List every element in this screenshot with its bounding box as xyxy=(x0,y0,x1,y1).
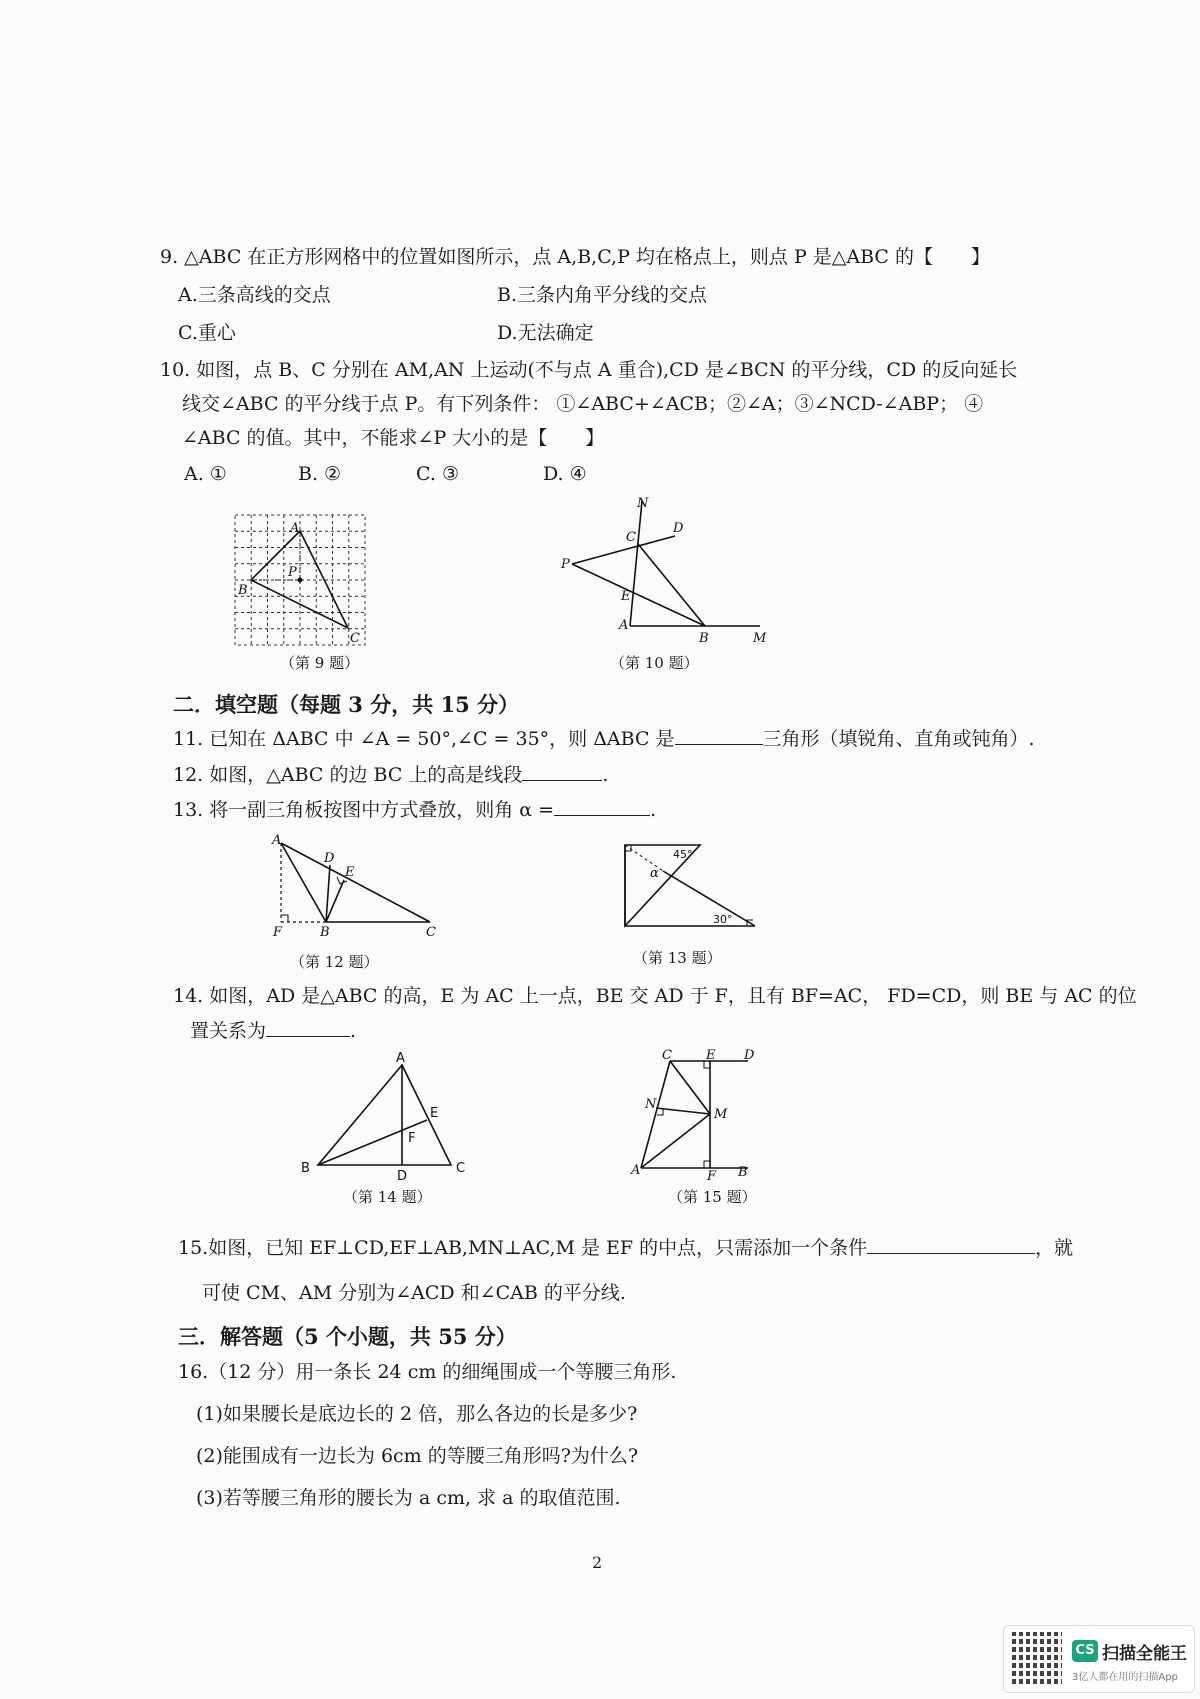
q11-text: 11. 已知在 ΔABC 中 ∠A = 50°,∠C = 35°，则 ΔABC 是 xyxy=(173,728,675,750)
q15-line2: 可使 CM、AM 分别为∠ACD 和∠CAB 的平分线. xyxy=(202,1282,626,1304)
q10-line1: 10. 如图，点 B、C 分别在 AM,AN 上运动(不与点 A 重合),CD 是∠BCN 的平分线，CD 的反向延长 xyxy=(160,359,1018,381)
qr-code-icon xyxy=(1012,1632,1062,1684)
q9-option-d: D.无法确定 xyxy=(497,322,594,344)
fig9-label-b: B xyxy=(238,583,248,598)
watermark-name: 扫描全能王 xyxy=(1102,1644,1187,1664)
fig12-label-b: B xyxy=(320,925,330,940)
fig13-angle-alpha: α xyxy=(650,866,659,881)
fig15-caption: （第 15 题） xyxy=(668,1188,757,1206)
fig15-label-c: C xyxy=(662,1048,672,1063)
q14-line2 xyxy=(190,1018,356,1044)
figure-10-angle-bisector xyxy=(560,496,780,646)
fig14-caption: （第 14 题） xyxy=(343,1188,432,1206)
fig15-label-m: M xyxy=(714,1107,728,1122)
fig10-label-d: D xyxy=(673,521,684,536)
q11-text-post: 三角形（填锐角、直角或钝角）. xyxy=(762,728,1035,750)
q12-line xyxy=(173,762,608,788)
q15-line1 xyxy=(178,1235,1073,1261)
q9-option-b: B.三条内角平分线的交点 xyxy=(497,284,708,306)
q10-line2: 线交∠ABC 的平分线于点 P。有下列条件： ①∠ABC+∠ACB；②∠A；③∠NCD-∠ABP； ④ xyxy=(182,393,984,415)
fig15-label-a: A xyxy=(631,1163,641,1178)
q10-line3: ∠ABC 的值。其中，不能求∠P 大小的是【 】 xyxy=(182,427,605,449)
fig12-label-c: C xyxy=(426,925,436,940)
fig12-label-e: E xyxy=(345,865,355,880)
q9-stem: 9. △ABC 在正方形网格中的位置如图所示，点 A,B,C,P 均在格点上，则点 P 是△ABC 的【 】 xyxy=(160,246,991,268)
q10-option-a: A. ① xyxy=(184,463,227,485)
q9-option-c: C.重心 xyxy=(178,322,236,344)
q11-answer-blank[interactable] xyxy=(675,726,763,745)
fig14-label-d: D xyxy=(397,1169,408,1184)
q13-answer-blank[interactable] xyxy=(554,797,650,816)
figure-9-grid-triangle xyxy=(230,510,370,650)
fig14-label-a: A xyxy=(396,1051,405,1066)
q12-text-post: . xyxy=(602,764,609,786)
fig12-label-d: D xyxy=(324,851,335,866)
q16-part2: (2)能围成有一边长为 6cm 的等腰三角形吗?为什么? xyxy=(196,1445,639,1467)
q13-text: 13. 将一副三角板按图中方式叠放，则角 α = xyxy=(173,799,555,821)
fig12-caption: （第 12 题） xyxy=(290,953,379,971)
q13-text-post: . xyxy=(650,799,657,821)
figure-13-set-squares xyxy=(615,840,765,940)
q16-part3: (3)若等腰三角形的腰长为 a cm, 求 a 的取值范围. xyxy=(196,1487,621,1509)
fig13-caption: （第 13 题） xyxy=(633,949,722,967)
fig10-label-m: M xyxy=(753,631,767,646)
fig15-label-e: E xyxy=(706,1048,716,1063)
fig14-label-c: C xyxy=(456,1161,466,1176)
q10-option-c: C. ③ xyxy=(416,463,459,485)
fig10-label-c: C xyxy=(626,530,636,545)
fig15-label-d: D xyxy=(744,1048,755,1063)
q15-text: 15.如图，已知 EF⊥CD,EF⊥AB,MN⊥AC,M 是 EF 的中点，只需添加一个条件 xyxy=(178,1237,868,1259)
q14-text-post: . xyxy=(350,1020,357,1042)
q15-text-post: ，就 xyxy=(1035,1237,1074,1259)
cs-logo: CS xyxy=(1072,1640,1098,1662)
scanner-watermark xyxy=(1003,1625,1195,1693)
fig13-angle-30: 30° xyxy=(713,913,733,926)
fig15-label-b: B xyxy=(738,1165,748,1180)
fig9-label-p: P xyxy=(288,565,297,580)
q10-option-d: D. ④ xyxy=(543,463,587,485)
watermark-subtitle: 3亿人都在用的扫描App xyxy=(1072,1672,1178,1683)
q12-text: 12. 如图，△ABC 的边 BC 上的高是线段 xyxy=(173,764,523,786)
fig13-angle-45: 45° xyxy=(673,848,693,861)
fig14-label-e: E xyxy=(430,1106,439,1121)
figure-12-triangle-heights xyxy=(268,833,448,940)
fig9-label-c: C xyxy=(350,631,360,646)
fig10-label-a: A xyxy=(619,618,629,633)
q10-option-b: B. ② xyxy=(298,463,342,485)
fig10-caption: （第 10 题） xyxy=(610,654,699,672)
fig15-label-f: F xyxy=(707,1169,717,1184)
q16-stem: 16.（12 分）用一条长 24 cm 的细绳围成一个等腰三角形. xyxy=(178,1361,677,1383)
fig14-label-b: B xyxy=(301,1161,310,1176)
q14-text: 置关系为 xyxy=(190,1020,267,1042)
fig12-label-a: A xyxy=(272,833,282,848)
fig14-label-f: F xyxy=(408,1131,416,1146)
fig10-label-b: B xyxy=(699,631,709,646)
q11-line xyxy=(173,726,1035,752)
fig9-caption: （第 9 题） xyxy=(280,654,360,672)
q14-answer-blank[interactable] xyxy=(266,1018,350,1037)
fig9-label-a: A xyxy=(290,521,300,536)
figure-14-triangle-altitude xyxy=(298,1050,478,1184)
page-number: 2 xyxy=(592,1553,603,1572)
q15-answer-blank[interactable] xyxy=(867,1235,1035,1254)
fig15-label-n: N xyxy=(645,1097,657,1112)
section-3-title: 三．解答题（5 个小题，共 55 分） xyxy=(178,1324,517,1349)
q9-option-a: A.三条高线的交点 xyxy=(178,284,331,306)
figure-15-parallel-bisectors xyxy=(630,1048,770,1184)
fig10-label-e: E xyxy=(621,589,631,604)
q13-line xyxy=(173,797,656,823)
q16-part1: (1)如果腰长是底边长的 2 倍，那么各边的长是多少? xyxy=(196,1403,638,1425)
section-2-title: 二．填空题（每题 3 分，共 15 分） xyxy=(173,692,520,717)
fig12-label-f: F xyxy=(273,925,283,940)
q14-line1: 14. 如图，AD 是△ABC 的高，E 为 AC 上一点，BE 交 AD 于 F，且有 BF=AC， FD=CD，则 BE 与 AC 的位 xyxy=(173,985,1137,1007)
fig10-label-p: P xyxy=(561,557,570,572)
q12-answer-blank[interactable] xyxy=(522,762,602,781)
fig10-label-n: N xyxy=(637,496,649,511)
